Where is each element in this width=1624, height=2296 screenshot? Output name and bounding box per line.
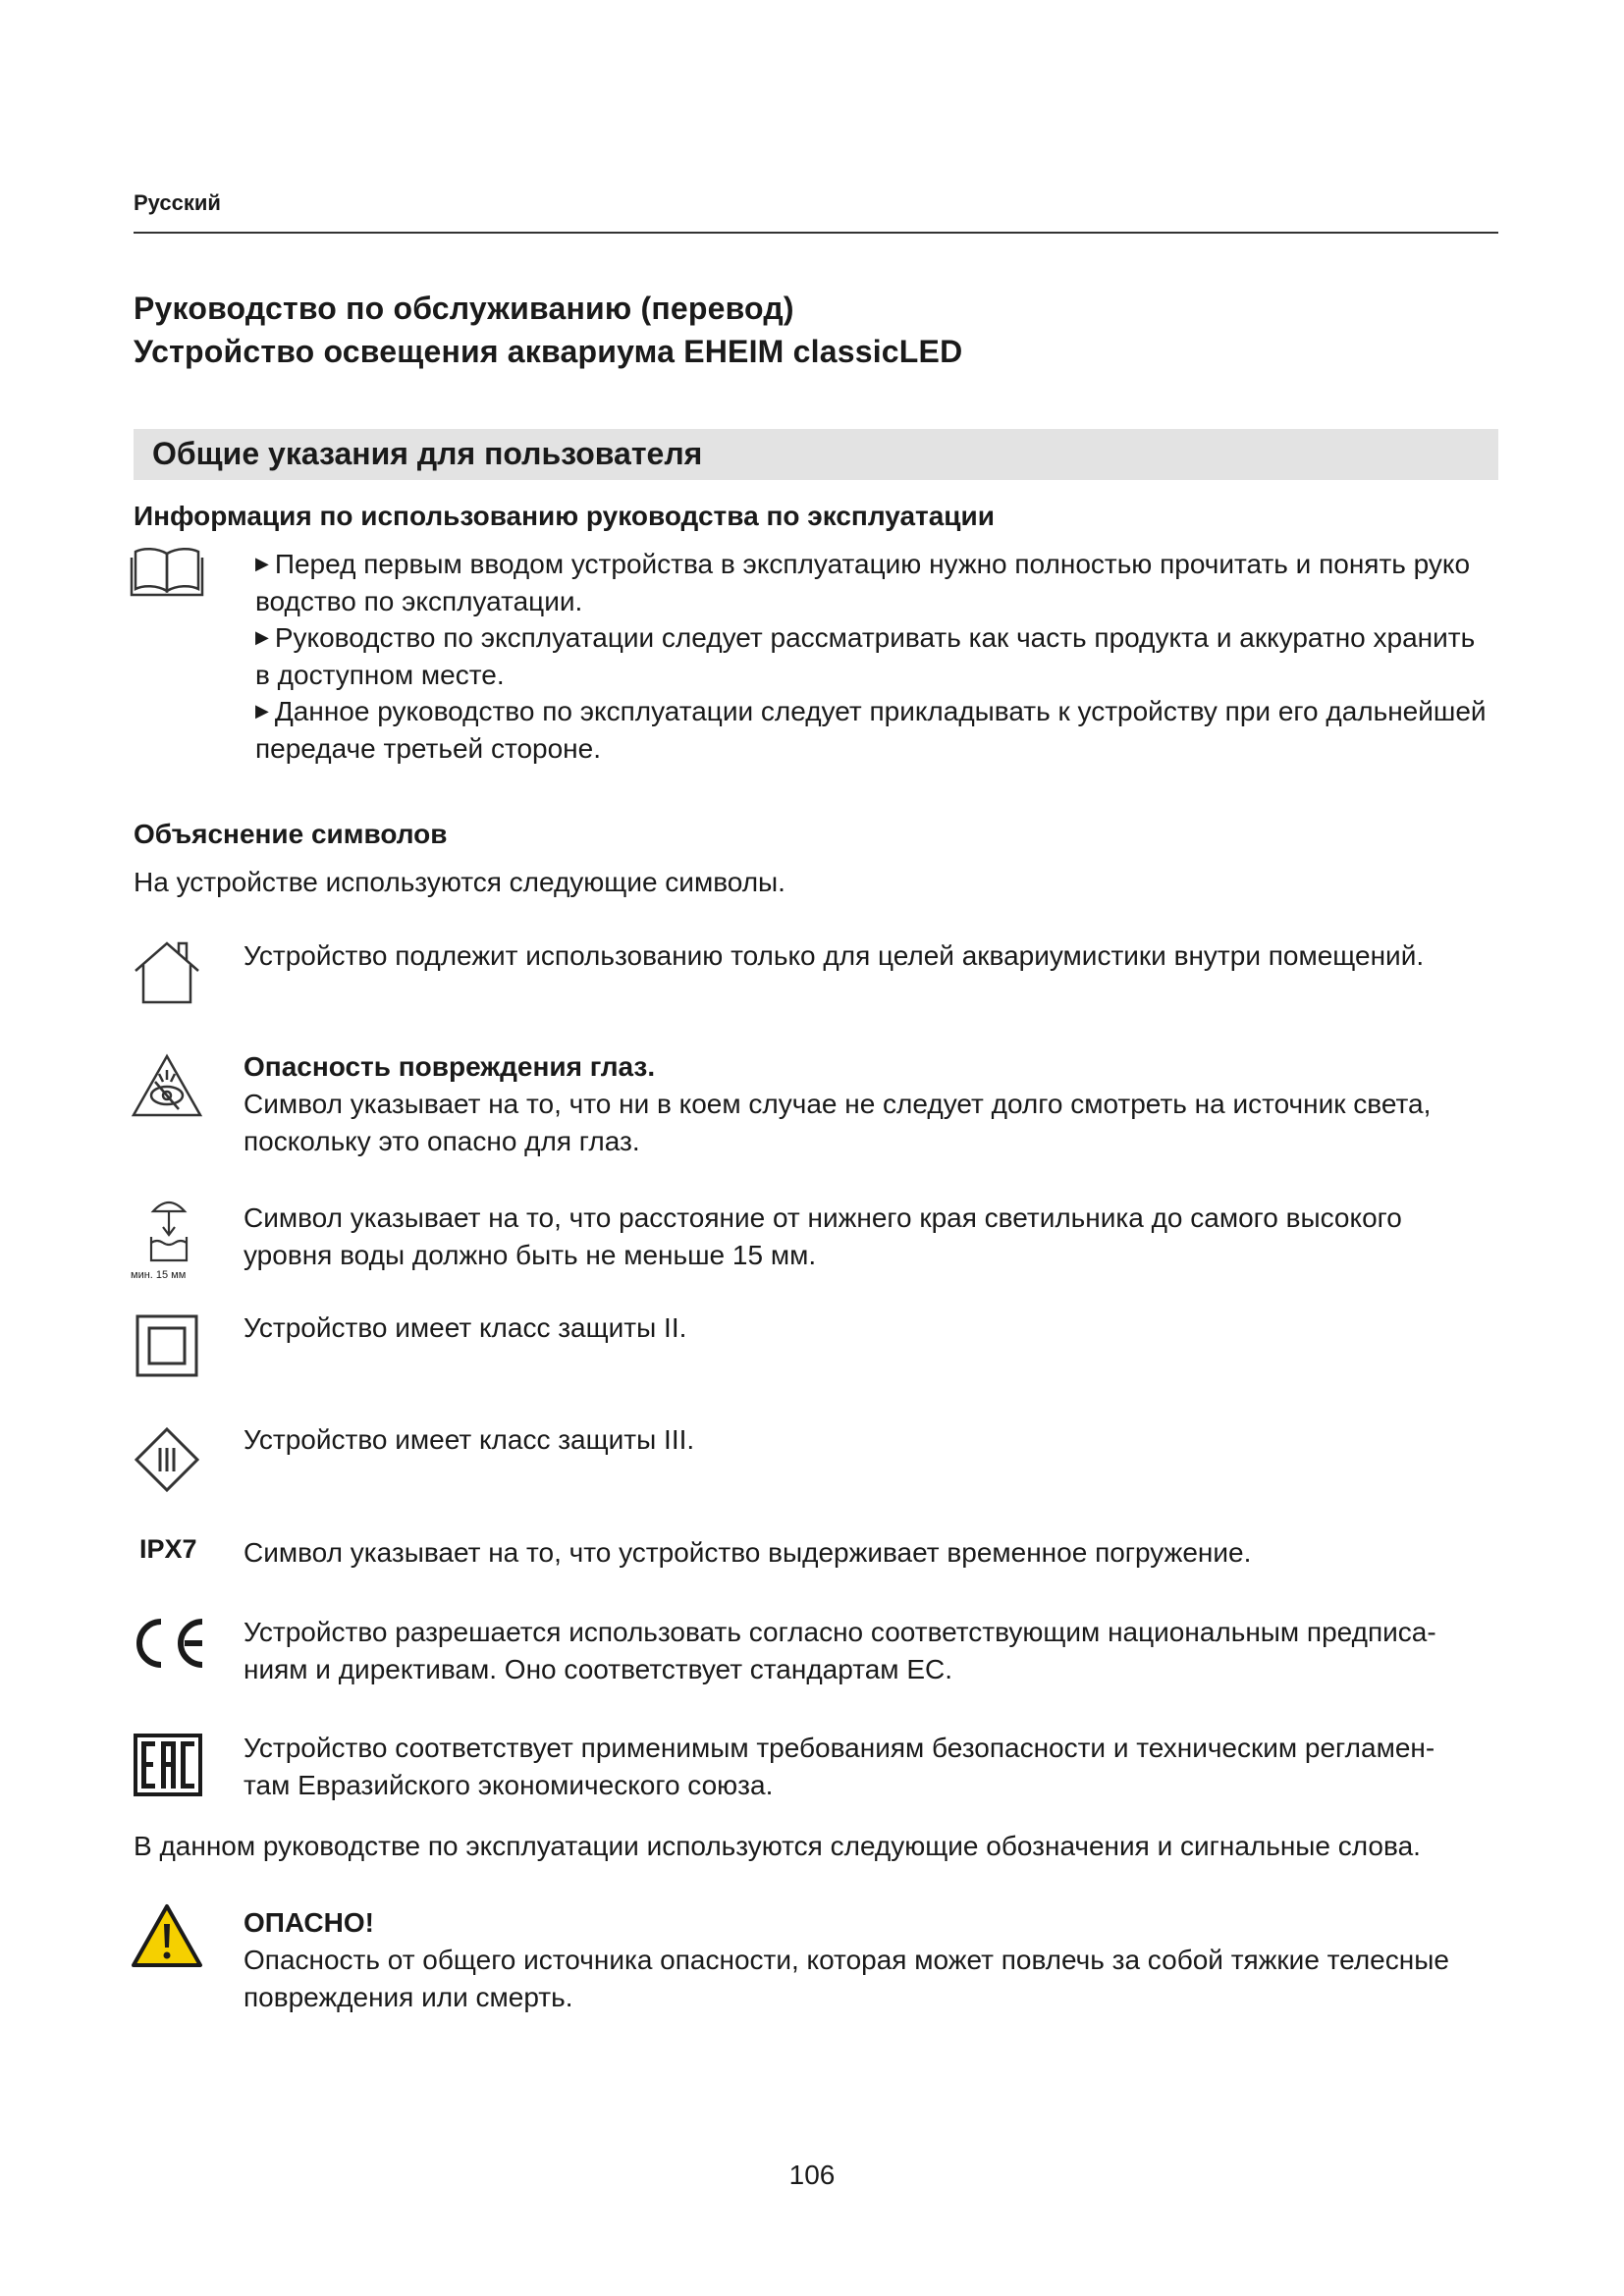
ce-mark-text: Устройство разрешается использовать согласно соответствующим национальным предписа- ниям и директивам. Оно соответствует стандартам ЕС. [244,1617,1436,1684]
distance-icon [145,1196,192,1266]
signal-words-intro: В данном руководстве по эксплуатации используются следующие обозначения и сигнальные слова. [134,1831,1421,1861]
eye-hazard-icon [130,1052,204,1119]
page-number: 106 [788,2160,836,2190]
document-subtitle: Устройство освещения аквариума EHEIM classicLED [134,334,963,369]
usage-info-heading: Информация по использованию руководства по эксплуатации [134,501,995,531]
document-title: Руководство по обслуживанию (перевод) [134,291,794,326]
section-title: Общие указания для пользователя [152,436,703,471]
warning-icon [130,1902,204,1969]
protection-class-3-icon [134,1426,200,1493]
eye-hazard-block: Опасность повреждения глаз. Символ указывает на то, что ни в коем случае не следует долго смотреть на источник света, поскольку это опасно для глаз. [244,1048,1510,1160]
ce-mark-icon [130,1616,208,1671]
eye-hazard-title: Опасность повреждения глаз. [244,1051,656,1082]
distance-icon-label: мин. 15 мм [131,1269,187,1281]
usage-bullet-1: ▶ Перед первым вводом устройства в эксплуатацию нужно полностью прочитать и понять руко водство по эксплуатации. [255,549,1471,616]
language-label: Русский [134,190,221,215]
distance-text: Символ указывает на то, что расстояние от нижнего края светильника до самого высокого уровня воды должно быть не меньше 15 мм. [244,1202,1402,1270]
indoor-house-icon [132,937,202,1006]
symbols-heading: Объяснение символов [134,819,448,849]
ipx7-text: Символ указывает на то, что устройство выдерживает временное погружение. [244,1537,1252,1568]
eac-mark-text: Устройство соответствует применимым требованиям безопасности и техническим регламен- там Евразийского экономического союза. [244,1733,1435,1800]
usage-bullet-3: ▶ Данное руководство по эксплуатации следует прикладывать к устройству при его дальнейшей передаче третьей стороне. [255,696,1487,764]
usage-bullet-2: ▶ Руководство по эксплуатации следует рассматривать как часть продукта и аккуратно хранить в доступном месте. [255,622,1476,690]
symbols-intro: На устройстве используются следующие символы. [134,867,785,897]
danger-title: ОПАСНО! [244,1907,374,1938]
protection-class-2-text: Устройство имеет класс защиты II. [244,1312,687,1343]
protection-class-3-text: Устройство имеет класс защиты III. [244,1424,695,1455]
protection-class-2-icon [135,1313,199,1378]
eac-mark-icon [134,1734,202,1796]
header-rule [134,232,1498,234]
indoor-use-text: Устройство подлежит использованию только для целей аквариумистики внутри помещений. [244,940,1425,971]
book-icon [130,546,204,597]
danger-block: ОПАСНО! Опасность от общего источника опасности, которая может повлечь за собой тяжкие телесные повреждения или смерть. [244,1904,1510,2016]
ipx7-label: IPX7 [139,1534,197,1564]
